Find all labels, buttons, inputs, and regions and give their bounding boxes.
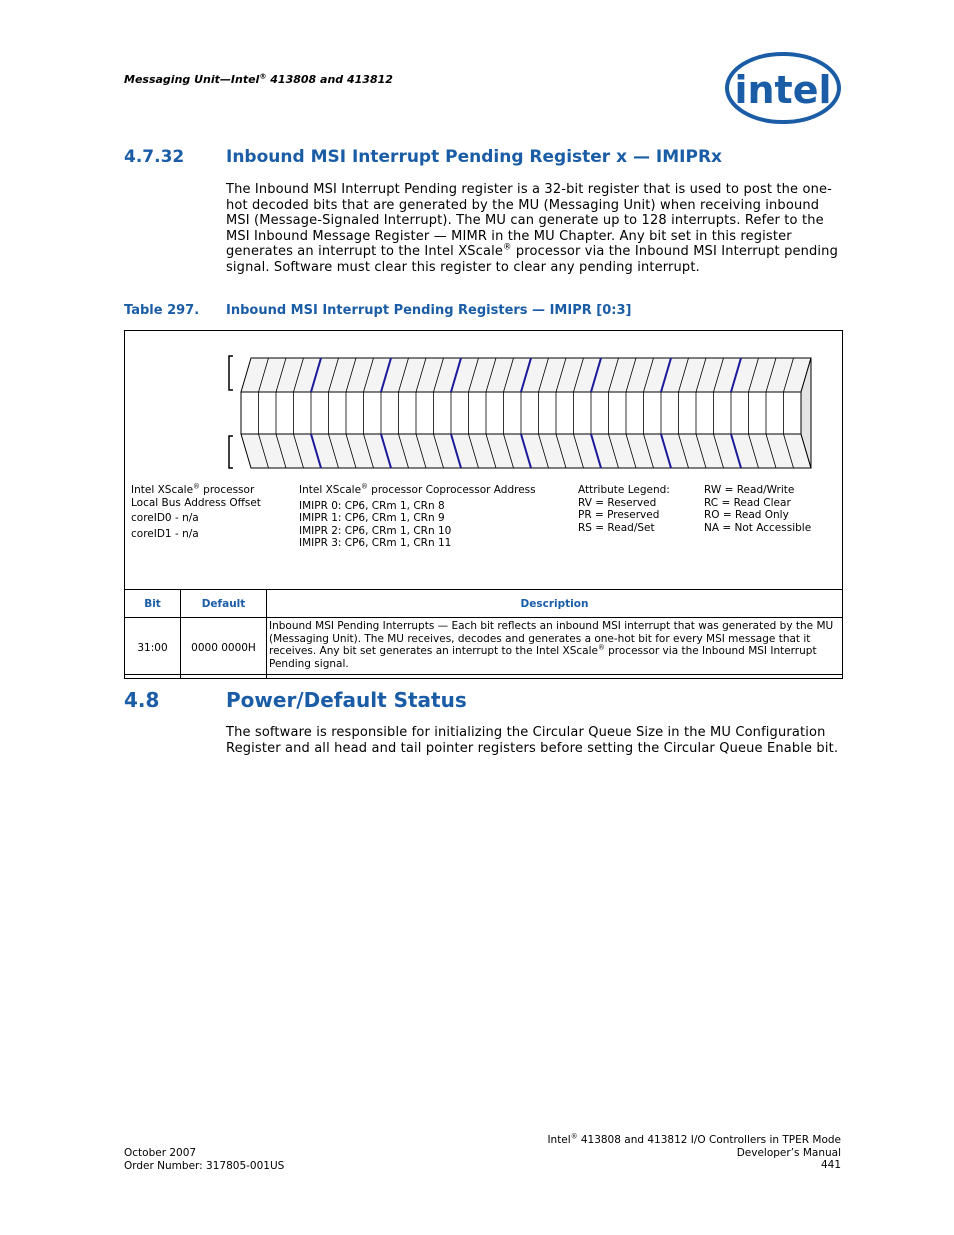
table-row (125, 618, 843, 679)
section-body: The software is responsible for initializing the Circular Queue Size in the MU Configuration Register and all head and tail pointer registers before setting the Circular Queue Enable bit. (226, 725, 839, 756)
coprocessor-address-info (299, 484, 536, 550)
local-bus-line1: Intel XScale® processor (131, 482, 255, 496)
legend-item: PR = Preserved (578, 509, 660, 521)
footer-order-number: Order Number: 317805-001US (124, 1159, 285, 1172)
legend-item: RW = Read/Write (704, 484, 795, 496)
coreid1: coreID1 - n/a (131, 527, 199, 540)
col-header-bit: Bit (125, 590, 181, 618)
footer-left (124, 1147, 284, 1172)
cell-default: 0000 0000H (181, 618, 267, 679)
footer-date: October 2007 (124, 1147, 197, 1159)
legend-item: RC = Read Clear (704, 496, 791, 509)
intel-logo-text: intel (734, 68, 832, 112)
attribute-legend-col1 (578, 484, 670, 534)
attribute-legend-col2 (704, 484, 811, 534)
coproc-line: IMIPR 0: CP6, CRm 1, CRn 8 (299, 499, 445, 512)
legend-item: RS = Read/Set (578, 521, 655, 534)
coproc-line: IMIPR 1: CP6, CRm 1, CRn 9 (299, 512, 445, 524)
legend-item: RO = Read Only (704, 509, 789, 521)
cell-bit: 31:00 (125, 618, 181, 679)
intel-logo (724, 50, 842, 128)
legend-item: NA = Not Accessible (704, 521, 812, 534)
section-body: The Inbound MSI Interrupt Pending register is a 32-bit register that is used to post the one-hot decoded bits that are generated by the MU (Messaging Unit) when receiving inbound MSI (Message-Signaled Interrupt). The MU can generate up to 128 interrupts. Refer to the MSI Inbound Message Register — MIMR in the MU Chapter. Any bit set in this register generates an interrupt to the Intel XScale® processor via the Inbound MSI Interrupt pending signal. Software must clear this register to clear any pending interrupt. (226, 182, 838, 275)
coproc-line: IMIPR 3: CP6, CRm 1, CRn 11 (299, 537, 452, 549)
col-header-default: Default (181, 590, 267, 618)
section-number: 4.8 (124, 688, 160, 712)
cell-description: Inbound MSI Pending Interrupts — Each bit reflects an inbound MSI interrupt that was generated by the MU (Messaging Unit). The MU receives, decodes and generates a one-hot bit for every MSI message that it receives. Any bit set generates an interrupt to the Intel XScale® processor via the Inbound MSI Interrupt Pending signal. (267, 618, 843, 679)
register-bit-diagram (225, 352, 815, 474)
bit-description-table (124, 589, 843, 679)
table-header-row (125, 590, 843, 618)
section-title: Power/Default Status (226, 688, 467, 712)
legend-title: Attribute Legend: (578, 484, 670, 496)
coproc-line: IMIPR 2: CP6, CRm 1, CRn 10 (299, 524, 452, 537)
coproc-title: Intel XScale® processor Coprocessor Address (299, 482, 536, 496)
table-caption-label: Table 297. (124, 303, 200, 318)
local-bus-address-info (131, 484, 261, 540)
section-number: 4.7.32 (124, 147, 185, 167)
footer-page-number: 441 (820, 1159, 841, 1171)
footer-right (547, 1134, 841, 1172)
col-header-description: Description (267, 590, 843, 618)
bracket-top (229, 356, 233, 390)
legend-item: RV = Reserved (578, 496, 657, 509)
footer-manual: Developer’s Manual (736, 1146, 841, 1159)
footer-doc-title: Intel® 413808 and 413812 I/O Controllers in TPER Mode (547, 1132, 841, 1146)
coreid0: coreID0 - n/a (131, 512, 199, 524)
section-title: Inbound MSI Interrupt Pending Register x — IMIPRx (226, 147, 722, 167)
local-bus-line2: Local Bus Address Offset (131, 496, 261, 509)
running-header: Messaging Unit—Intel® 413808 and 413812 (124, 71, 393, 86)
bracket-bottom (229, 436, 233, 468)
table-caption-title: Inbound MSI Interrupt Pending Registers — IMIPR [0:3] (226, 303, 632, 318)
